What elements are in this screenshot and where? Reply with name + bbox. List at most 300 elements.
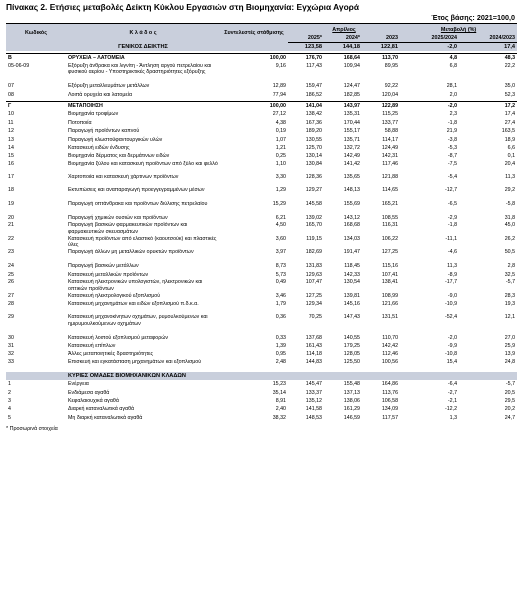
row-label: Παραγωγή βασικών φαρμακευτικών προϊόντων και φαρμακευτικών σκευασμάτων: [68, 222, 188, 235]
table-row: [6, 359, 517, 372]
row-april-2025: 129,34: [305, 300, 322, 307]
row-april-2024: 139,81: [343, 293, 360, 300]
row-april-2023: 120,04: [381, 91, 399, 98]
row-change-2025-2024: -6,5: [447, 200, 458, 207]
row-april-2025: 107,47: [305, 279, 322, 286]
table-title: Πίνακας 2. Ετήσιες μεταβολές Δείκτη Κύκλου Εργασιών στη Βιομηχανία: Εγχώρια Αγορά: [6, 2, 360, 12]
row-code: 08: [8, 91, 14, 98]
row-label: Κατασκευή ηλεκτρολογικού εξοπλισμού: [68, 293, 161, 300]
table-row: [6, 350, 517, 358]
row-april-2025: 119,15: [306, 235, 322, 242]
header-2024: 2024*: [324, 33, 362, 43]
row-change-2024-2023: 0,1: [507, 153, 516, 160]
row-april-2025: 114,18: [306, 351, 322, 358]
row-change-2025-2024: 1,3: [449, 414, 458, 421]
row-april-2025: 125,70: [305, 145, 322, 152]
row-code: 4: [8, 406, 11, 413]
row-weight: 27,12: [272, 111, 286, 118]
row-april-2025: 182,69: [305, 249, 322, 256]
row-change-2025-2024: 2,3: [449, 111, 458, 118]
row-april-2023: 121,66: [381, 300, 399, 307]
row-april-2024: 118,45: [344, 263, 360, 270]
row-change-2024-2023: 20,5: [504, 389, 516, 396]
row-change-2025-2024: -9,9: [447, 343, 458, 350]
row-change-2024-2023: 35,0: [504, 83, 516, 90]
general-change-1: -2,0: [400, 43, 459, 52]
row-april-2025: 145,58: [305, 200, 322, 207]
row-label: Ποτοποιία: [68, 119, 92, 126]
row-april-2023: 100,56: [381, 358, 399, 365]
table-row: [6, 110, 517, 118]
row-change-2024-2023: 20,4: [504, 160, 516, 167]
row-label: Κατασκευή μηχανοκίνητων οχημάτων, ρυμουλκούμενων και ημιρυμουλκούμενων οχημάτων: [68, 314, 208, 327]
row-april-2023: 92,22: [384, 83, 399, 90]
row-change-2025-2024: 6,8: [449, 62, 458, 69]
row-code: 26: [8, 279, 14, 286]
row-april-2023: 165,21: [381, 200, 399, 207]
header-branches: Κ λ ά δ ο ς: [66, 24, 220, 43]
row-weight: 100,00: [220, 54, 288, 63]
row-code: 1: [8, 381, 11, 388]
row-april-2023: 114,17: [382, 136, 399, 143]
table-row: [6, 236, 517, 249]
row-april-2024: 138,06: [343, 397, 360, 404]
row-april-2025: 139,02: [305, 215, 322, 222]
row-label: Παραγωγή οπτάνθρακα και προϊόντων διύλισης πετρελαίου: [68, 200, 208, 207]
row-label: Κατασκευή ειδών ένδυσης: [68, 145, 130, 152]
row-change-2025-2024: -12,7: [444, 187, 458, 194]
row-april-2023: 116,31: [382, 222, 399, 229]
row-code: 31: [8, 343, 14, 350]
header-change-2024-2023: 2024/2023: [459, 33, 517, 43]
row-change-2025-2024: 4,8: [400, 54, 459, 63]
row-april-2024: 168,64: [324, 54, 362, 63]
row-weight: 6,21: [275, 215, 286, 222]
row-label: Βιομηχανία δέρματος και δερμάτινων ειδών: [68, 153, 170, 160]
row-april-2023: 113,70: [362, 54, 400, 63]
row-code: 05-06-09: [8, 62, 30, 69]
row-april-2024: 109,94: [343, 62, 360, 69]
row-label: Παραγωγή βασικών μετάλλων: [68, 263, 139, 270]
table-row: [6, 397, 517, 405]
row-change-2025-2024: -2,7: [447, 389, 458, 396]
row-change-2024-2023: -5,8: [505, 200, 516, 207]
row-code: 27: [8, 293, 14, 300]
row-code: 32: [8, 351, 14, 358]
row-code: 19: [8, 200, 14, 207]
row-label: Εξόρυξη μεταλλευμάτων μετάλλων: [68, 83, 150, 90]
row-change-2025-2024: -10,8: [444, 351, 458, 358]
report-table-page: [6, 0, 517, 432]
row-change-2025-2024: 11,3: [447, 263, 458, 270]
row-change-2025-2024: -7,5: [447, 160, 458, 167]
row-weight: 9,16: [275, 62, 286, 69]
row-change-2024-2023: 24,7: [504, 414, 516, 421]
footnote: * Προσωρινά στοιχεία: [6, 426, 58, 433]
row-april-2024: 191,47: [343, 249, 360, 256]
table-row: [6, 301, 517, 314]
row-change-2024-2023: 50,5: [504, 249, 516, 256]
row-change-2025-2024: -2,9: [447, 215, 458, 222]
row-april-2023: 138,41: [381, 279, 399, 286]
table-row: [6, 63, 517, 83]
turnover-index-table: [6, 23, 517, 422]
table-row: [6, 82, 517, 90]
row-change-2025-2024: -9,0: [447, 293, 458, 300]
row-april-2023: 89,95: [384, 62, 399, 69]
row-weight: 1,21: [275, 145, 286, 152]
row-change-2024-2023: 163,5: [501, 128, 516, 135]
row-april-2023: 133,77: [381, 119, 399, 126]
row-weight: 0,33: [275, 334, 286, 341]
row-april-2023: 112,46: [382, 351, 399, 358]
row-change-2025-2024: -6,4: [447, 381, 458, 388]
row-april-2023: 58,88: [384, 128, 399, 135]
row-code: 28: [8, 300, 14, 307]
row-april-2024: 135,65: [343, 174, 360, 181]
row-april-2024: 168,68: [343, 222, 360, 229]
row-weight: 0,49: [275, 279, 286, 286]
row-label: Χαρτοποιία και κατασκευή χάρτινων προϊόντων: [68, 174, 179, 181]
row-april-2023: 117,57: [382, 414, 399, 421]
table-row: [6, 334, 517, 342]
row-april-2025: 133,37: [305, 389, 322, 396]
general-2025: 123,58: [288, 43, 324, 52]
row-change-2025-2024: -2,0: [447, 334, 458, 341]
row-label: ΟΡΥΧΕΙΑ – ΛΑΤΟΜΕΙΑ: [66, 54, 220, 63]
table-row: [6, 214, 517, 222]
row-weight: 0,36: [275, 314, 286, 321]
table-row: [6, 279, 517, 292]
row-april-2023: 115,25: [382, 111, 399, 118]
header-code: Κωδικός: [6, 24, 66, 43]
row-code: 22: [8, 235, 14, 242]
row-april-2025: 129,63: [305, 271, 322, 278]
row-april-2023: 117,46: [382, 160, 399, 167]
row-april-2023: 113,76: [382, 389, 399, 396]
row-april-2025: 130,14: [305, 153, 322, 160]
row-weight: 12,89: [272, 83, 286, 90]
row-april-2025: 167,36: [305, 119, 322, 126]
row-april-2023: 106,58: [381, 397, 399, 404]
row-weight: 5,73: [275, 271, 286, 278]
table-row: [6, 119, 517, 127]
table-row: [6, 102, 517, 111]
table-row: [6, 201, 517, 214]
row-change-2024-2023: 22,2: [504, 62, 516, 69]
row-change-2025-2024: -2,0: [400, 102, 459, 111]
row-change-2024-2023: 29,5: [504, 397, 516, 404]
general-2023: 122,81: [362, 43, 400, 52]
row-change-2025-2024: -8,9: [447, 271, 458, 278]
table-row: [6, 389, 517, 397]
table-row: [6, 380, 517, 388]
row-code: 24: [8, 263, 14, 270]
row-april-2025: 144,83: [305, 358, 322, 365]
row-april-2025: 127,25: [305, 293, 322, 300]
row-label: Κατασκευή μεταλλικών προϊόντων: [68, 271, 149, 278]
row-weight: 8,91: [275, 397, 286, 404]
row-april-2023: 114,65: [382, 187, 399, 194]
base-year-note: Έτος βάσης: 2021=100,0: [431, 13, 515, 22]
row-code: 16: [8, 160, 14, 167]
row-label: Διαρκή καταναλωτικά αγαθά: [68, 406, 135, 413]
row-weight: 1,07: [275, 136, 286, 143]
row-change-2024-2023: 29,2: [504, 187, 516, 194]
row-code: 17: [8, 174, 14, 181]
row-april-2025: 148,53: [305, 414, 322, 421]
row-april-2024: 141,42: [343, 160, 360, 167]
row-weight: 38,32: [272, 414, 286, 421]
row-change-2024-2023: 13,9: [504, 351, 516, 358]
row-april-2024: 142,49: [343, 153, 360, 160]
row-april-2024: 182,85: [343, 91, 360, 98]
table-row: [6, 136, 517, 144]
row-april-2023: 127,25: [381, 249, 399, 256]
row-code: 2: [8, 389, 11, 396]
row-change-2024-2023: 45,0: [504, 222, 516, 229]
row-code: 13: [8, 136, 14, 143]
row-change-2024-2023: 26,2: [504, 235, 516, 242]
row-april-2023: 131,51: [381, 314, 399, 321]
row-april-2025: 161,43: [305, 343, 322, 350]
row-april-2025: 159,47: [305, 83, 322, 90]
row-label: Ενδιάμεσα αγαθά: [68, 389, 110, 396]
row-weight: 4,38: [275, 119, 286, 126]
row-weight: 3,30: [275, 174, 286, 181]
table-row: [6, 127, 517, 135]
row-april-2025: 129,27: [305, 187, 322, 194]
row-april-2024: 140,55: [343, 334, 360, 341]
row-label: Μη διαρκή καταναλωτικά αγαθά: [68, 414, 143, 421]
groups-band-row: [6, 372, 517, 380]
row-change-2025-2024: -2,1: [447, 397, 458, 404]
table-row: [6, 152, 517, 160]
row-change-2025-2024: -3,8: [447, 136, 458, 143]
row-april-2025: 137,68: [305, 334, 322, 341]
header-2025: 2025*: [288, 33, 324, 43]
row-weight: 15,23: [272, 381, 286, 388]
row-april-2023: 108,99: [381, 293, 399, 300]
table-row: [6, 262, 517, 270]
row-label: Κατασκευή μηχανημάτων και ειδών εξοπλισμού π.δ.κ.α.: [68, 300, 199, 307]
row-april-2025: 70,25: [308, 314, 322, 321]
row-april-2024: 134,03: [343, 235, 360, 242]
row-change-2025-2024: -12,2: [444, 406, 458, 413]
row-april-2025: 176,70: [288, 54, 324, 63]
header-april: Απρίλιος: [332, 27, 356, 33]
row-code: 15: [8, 153, 14, 160]
row-april-2023: 108,55: [381, 215, 399, 222]
row-april-2024: 128,05: [343, 351, 360, 358]
header-weights: Συντελεστές στάθμισης: [220, 24, 288, 43]
general-index-row: [6, 43, 517, 52]
row-weight: 0,19: [275, 128, 286, 135]
row-weight: 8,73: [275, 263, 286, 270]
row-change-2025-2024: -11,1: [445, 235, 458, 242]
row-change-2024-2023: 18,9: [504, 136, 516, 143]
row-april-2025: 131,83: [305, 263, 322, 270]
row-label: Κατασκευή προϊόντων από ελαστικό (καουτσούκ) και πλαστικές ύλες: [68, 235, 217, 249]
row-april-2024: 124,47: [343, 83, 360, 90]
row-change-2024-2023: 27,4: [504, 119, 516, 126]
row-april-2024: 143,12: [343, 215, 360, 222]
row-weight: 4,50: [275, 222, 286, 229]
row-label: Βιομηχανία τροφίμων: [68, 111, 119, 118]
row-weight: 2,48: [275, 358, 286, 365]
table-row: [6, 414, 517, 422]
row-change-2024-2023: 17,2: [459, 102, 517, 111]
row-april-2024: 135,31: [343, 111, 360, 118]
table-row: [6, 144, 517, 152]
row-april-2024: 155,17: [343, 128, 360, 135]
row-april-2024: 170,44: [343, 119, 360, 126]
row-label: ΜΕΤΑΠΟΙΗΣΗ: [66, 102, 220, 111]
row-code: 14: [8, 145, 14, 152]
row-code: 3: [8, 397, 11, 404]
row-change-2025-2024: -10,9: [444, 300, 458, 307]
row-change-2025-2024: -4,6: [447, 249, 458, 256]
row-april-2025: 141,04: [288, 102, 324, 111]
row-change-2025-2024: -52,4: [444, 314, 458, 321]
row-change-2024-2023: 2,8: [507, 263, 516, 270]
row-weight: 0,25: [275, 153, 286, 160]
row-change-2024-2023: 19,3: [504, 300, 516, 307]
row-april-2025: 130,84: [305, 160, 322, 167]
row-change-2024-2023: 20,2: [504, 406, 516, 413]
row-change-2024-2023: 31,8: [504, 215, 516, 222]
row-change-2024-2023: 24,8: [504, 358, 516, 365]
row-april-2023: 164,86: [381, 381, 399, 388]
table-row: [6, 91, 517, 99]
row-april-2025: 138,42: [305, 111, 322, 118]
table-row: [6, 54, 517, 63]
general-change-2: 17,4: [459, 43, 517, 52]
row-april-2023: 115,16: [382, 263, 399, 270]
row-april-2025: 117,43: [306, 62, 322, 69]
row-april-2024: 130,54: [343, 279, 360, 286]
row-code: 20: [8, 215, 14, 222]
row-weight: 15,29: [272, 200, 286, 207]
row-april-2025: 189,20: [305, 128, 322, 135]
row-change-2024-2023: 52,3: [504, 91, 516, 98]
row-april-2023: 124,49: [381, 145, 399, 152]
table-row: [6, 222, 517, 235]
row-april-2023: 106,22: [381, 235, 399, 242]
row-label: Παραγωγή προϊόντων καπνού: [68, 128, 140, 135]
table-row: [6, 174, 517, 187]
row-change-2025-2024: 21,9: [446, 128, 458, 135]
row-weight: 3,46: [275, 293, 286, 300]
row-label: Κατασκευή λοιπού εξοπλισμού μεταφορών: [68, 334, 169, 341]
row-code: 12: [8, 128, 14, 135]
row-label: Παραγωγή χημικών ουσιών και προϊόντων: [68, 215, 168, 222]
row-weight: 1,79: [275, 300, 286, 307]
table-row: [6, 249, 517, 262]
row-code: 30: [8, 334, 14, 341]
row-label: Άλλες μεταποιητικές δραστηριότητες: [68, 351, 154, 358]
row-change-2025-2024: 2,0: [449, 91, 458, 98]
row-code: 33: [8, 358, 14, 365]
row-label: Παραγωγή κλωστοϋφαντουργικών υλών: [68, 136, 163, 143]
row-change-2025-2024: 28,1: [446, 83, 458, 90]
row-code: 23: [8, 249, 14, 256]
row-april-2024: 145,16: [343, 300, 360, 307]
row-change-2024-2023: 25,9: [504, 343, 516, 350]
row-april-2023: 121,88: [381, 174, 399, 181]
row-april-2024: 147,43: [343, 314, 360, 321]
row-april-2025: 135,12: [305, 397, 322, 404]
row-april-2023: 142,31: [381, 153, 399, 160]
table-row: [6, 342, 517, 350]
row-label: Βιομηχανία ξύλου και κατασκευή προϊόντων από ξύλο και φελλό: [68, 160, 218, 167]
row-april-2024: 143,97: [324, 102, 362, 111]
row-weight: 2,40: [275, 406, 286, 413]
table-row: [6, 405, 517, 413]
row-weight: 1,29: [275, 187, 286, 194]
header-2023: 2023: [362, 33, 400, 43]
row-change-2024-2023: -5,7: [505, 279, 516, 286]
row-label: Εκτυπώσεις και αναπαραγωγή προεγγεγραμμένων μέσων: [68, 187, 205, 194]
row-code: 29: [8, 314, 14, 321]
row-code: 11: [8, 119, 14, 126]
row-april-2023: 134,09: [381, 406, 399, 413]
row-label: Κεφαλαιουχικά αγαθά: [68, 397, 119, 404]
row-weight: 3,97: [275, 249, 286, 256]
row-april-2025: 128,36: [305, 174, 322, 181]
row-april-2024: 179,25: [343, 343, 360, 350]
row-april-2024: 155,69: [343, 200, 360, 207]
general-2024: 144,18: [324, 43, 362, 52]
row-change-2024-2023: 28,3: [504, 293, 516, 300]
row-change-2024-2023: 11,3: [505, 174, 516, 181]
row-weight: 77,94: [272, 91, 286, 98]
row-change-2024-2023: 6,6: [507, 145, 516, 152]
row-april-2023: 110,70: [382, 334, 399, 341]
row-label: Κατασκευή ηλεκτρονικών υπολογιστών, ηλεκτρονικών και οπτικών προϊόντων: [68, 279, 203, 292]
row-weight: 1,39: [275, 343, 286, 350]
row-change-2025-2024: -5,4: [447, 174, 458, 181]
row-weight: 35,14: [272, 389, 286, 396]
header-change-2025-2024: 2025/2024: [400, 33, 459, 43]
row-label: Ενέργεια: [68, 381, 89, 388]
row-change-2025-2024: -1,8: [447, 119, 458, 126]
row-change-2024-2023: -5,7: [505, 381, 516, 388]
row-april-2024: 132,72: [343, 145, 360, 152]
groups-band-title: ΚΥΡΙΕΣ ΟΜΑΔΕΣ ΒΙΟΜΗΧΑΝΙΚΩΝ ΚΛΑΔΩΝ: [66, 372, 517, 380]
row-weight: 1,10: [275, 160, 286, 167]
table-row: [6, 187, 517, 200]
row-april-2025: 165,70: [305, 222, 322, 229]
row-code: Γ: [6, 102, 66, 111]
row-label: Λοιπά ορυχεία και λατομεία: [68, 91, 133, 98]
row-code: 21: [8, 222, 14, 229]
row-code: 10: [8, 111, 14, 118]
row-code: 07: [8, 83, 14, 90]
row-code: 5: [8, 414, 11, 421]
table-row: [6, 271, 517, 279]
row-april-2024: 135,71: [343, 136, 360, 143]
row-april-2023: 142,42: [381, 343, 399, 350]
row-april-2025: 130,55: [305, 136, 322, 143]
row-april-2024: 161,29: [343, 406, 360, 413]
row-april-2025: 141,58: [305, 406, 322, 413]
row-april-2025: 145,47: [305, 381, 322, 388]
table-body: [6, 43, 517, 422]
row-change-2024-2023: 32,5: [504, 271, 516, 278]
row-change-2025-2024: -5,3: [447, 145, 458, 152]
table-row: [6, 292, 517, 300]
